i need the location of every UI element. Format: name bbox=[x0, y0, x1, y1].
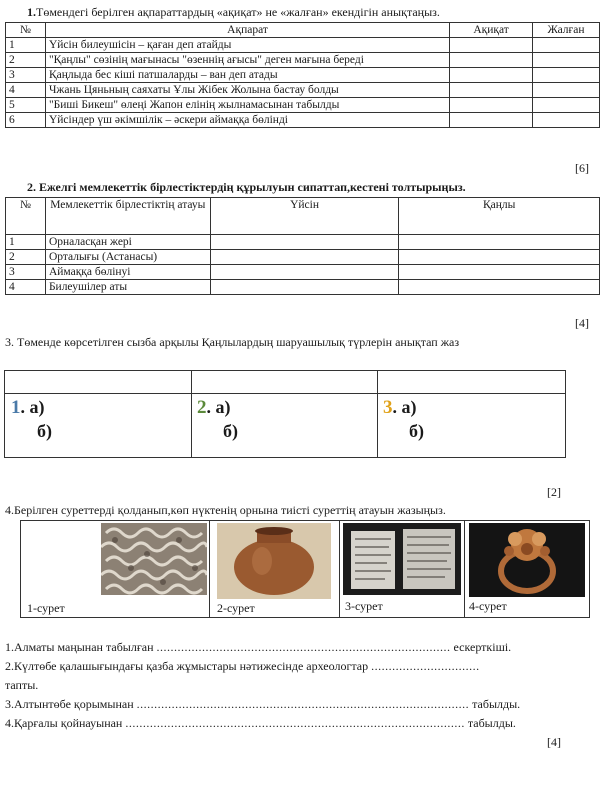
row-criterion: Орталығы (Астанасы) bbox=[45, 250, 210, 265]
q4-divider bbox=[339, 521, 340, 617]
q1-col-info: Ақпарат bbox=[45, 23, 449, 38]
row-number: 3 bbox=[6, 265, 46, 280]
q4-line-1[interactable]: 1.Алматы маңынан табылған .................................................................................... ескерткіші. bbox=[5, 640, 512, 654]
q2-table bbox=[5, 197, 600, 295]
petroglyph-image bbox=[101, 523, 207, 595]
uysin-cell[interactable] bbox=[210, 235, 399, 250]
uysin-cell[interactable] bbox=[210, 280, 399, 295]
row-number: 4 bbox=[6, 83, 46, 98]
q1-title: 1.Төмендегі берілген ақпараттардың «ақиқат» не «жалған» екендігін анықтаңыз. bbox=[27, 5, 440, 19]
table-row bbox=[6, 68, 600, 83]
clay-jar-image bbox=[217, 523, 331, 599]
q2-col-uysin: Үйсін bbox=[210, 198, 399, 235]
uysin-cell[interactable] bbox=[210, 250, 399, 265]
q1-score: [6] bbox=[575, 161, 589, 175]
q2-col-state: Мемлекеттік бірлестіктің атауы bbox=[45, 198, 210, 235]
kangly-cell[interactable] bbox=[399, 280, 600, 295]
q1-col-true: Ақиқат bbox=[450, 23, 533, 38]
caption-2: 2-сурет bbox=[217, 601, 255, 615]
q1-col-num: № bbox=[6, 23, 46, 38]
table-row bbox=[6, 113, 600, 128]
q3-cell-1[interactable]: 1. а) б) bbox=[11, 397, 52, 441]
table-row bbox=[6, 280, 600, 295]
q3-title: 3. Төменде көрсетілген сызба арқылы Қаңлылардың шаруашылық түрлерін анықтап жаз bbox=[5, 335, 460, 349]
row-number: 1 bbox=[6, 38, 46, 53]
row-statement: "Қаңлы" сөзінің мағынасы "өзеннің ағысы" деген мағына береді bbox=[45, 53, 449, 68]
row-statement: "Биші Бикеш" өлеңі Жапон елінің жылнамасынан табылды bbox=[45, 98, 449, 113]
q4-score: [4] bbox=[547, 735, 561, 749]
uysin-cell[interactable] bbox=[210, 265, 399, 280]
kangly-cell[interactable] bbox=[399, 250, 600, 265]
q4-divider bbox=[464, 521, 465, 617]
q3-cell-2[interactable]: 2. а) б) bbox=[197, 397, 238, 441]
row-number: 2 bbox=[6, 250, 46, 265]
q4-line-2[interactable]: 2.Күлтөбе қалашығындағы қазба жұмыстары нәтижесінде археологтар ............................... bbox=[5, 659, 480, 673]
true-cell[interactable] bbox=[450, 98, 533, 113]
row-statement: Үйсін билеушісін – қаған деп атайды bbox=[45, 38, 449, 53]
q3-divider bbox=[377, 371, 378, 457]
true-cell[interactable] bbox=[450, 68, 533, 83]
q4-image-grid bbox=[20, 520, 590, 618]
true-cell[interactable] bbox=[450, 83, 533, 98]
q1-table bbox=[5, 22, 600, 128]
row-criterion: Орналасқан жері bbox=[45, 235, 210, 250]
q4-line-3[interactable]: 3.Алтынтөбе қорымынан ............................................................................................... табылды. bbox=[5, 697, 521, 711]
row-statement: Қаңлыда бес кіші патшаларды – ван деп атады bbox=[45, 68, 449, 83]
false-cell[interactable] bbox=[533, 113, 600, 128]
table-row bbox=[6, 53, 600, 68]
row-number: 1 bbox=[6, 235, 46, 250]
q4-title: 4.Берілген суреттерді қолданып,көп нүктенің орнына тиісті суреттің атауын жазыңыз. bbox=[5, 503, 446, 517]
caption-1: 1-сурет bbox=[27, 601, 65, 615]
caption-4: 4-сурет bbox=[469, 599, 507, 613]
q3-score: [2] bbox=[547, 485, 561, 499]
table-row bbox=[6, 98, 600, 113]
q1-col-false: Жалған bbox=[533, 23, 600, 38]
q4-line-4[interactable]: 4.Қарғалы қойнауынан ................................................................................................. табылды. bbox=[5, 716, 516, 730]
golden-ring-image bbox=[469, 523, 585, 597]
q3-divider bbox=[5, 393, 565, 394]
false-cell[interactable] bbox=[533, 98, 600, 113]
kangly-cell[interactable] bbox=[399, 265, 600, 280]
q2-title: 2. Ежелгі мемлекеттік бірлестіктердің құрылуын сипаттап,кестені толтырыңыз. bbox=[27, 180, 466, 194]
caption-3: 3-сурет bbox=[345, 599, 383, 613]
q3-diagram bbox=[4, 370, 566, 458]
q3-cell-3[interactable]: 3. а) б) bbox=[383, 397, 424, 441]
table-row bbox=[6, 235, 600, 250]
q2-header-row bbox=[6, 198, 600, 235]
q3-divider bbox=[191, 371, 192, 457]
q4-divider bbox=[209, 521, 210, 617]
inscription-tablets-image bbox=[343, 523, 461, 595]
false-cell[interactable] bbox=[533, 53, 600, 68]
table-row bbox=[6, 38, 600, 53]
table-row bbox=[6, 250, 600, 265]
true-cell[interactable] bbox=[450, 38, 533, 53]
true-cell[interactable] bbox=[450, 53, 533, 68]
row-number: 6 bbox=[6, 113, 46, 128]
row-statement: Чжань Цяньның саяхаты Ұлы Жібек Жолына бастау болды bbox=[45, 83, 449, 98]
row-criterion: Билеушілер аты bbox=[45, 280, 210, 295]
q2-col-num: № bbox=[6, 198, 46, 235]
row-criterion: Аймаққа бөлінуі bbox=[45, 265, 210, 280]
q2-score: [4] bbox=[575, 316, 589, 330]
false-cell[interactable] bbox=[533, 68, 600, 83]
row-number: 2 bbox=[6, 53, 46, 68]
kangly-cell[interactable] bbox=[399, 235, 600, 250]
false-cell[interactable] bbox=[533, 38, 600, 53]
row-number: 5 bbox=[6, 98, 46, 113]
row-number: 3 bbox=[6, 68, 46, 83]
true-cell[interactable] bbox=[450, 113, 533, 128]
q1-header-row bbox=[6, 23, 600, 38]
table-row bbox=[6, 265, 600, 280]
row-statement: Үйсіндер үш әкімшілік – әскери аймаққа бөлінді bbox=[45, 113, 449, 128]
q4-line-2-cont: тапты. bbox=[5, 678, 39, 692]
q2-col-kangly: Қаңлы bbox=[399, 198, 600, 235]
table-row bbox=[6, 83, 600, 98]
row-number: 4 bbox=[6, 280, 46, 295]
false-cell[interactable] bbox=[533, 83, 600, 98]
